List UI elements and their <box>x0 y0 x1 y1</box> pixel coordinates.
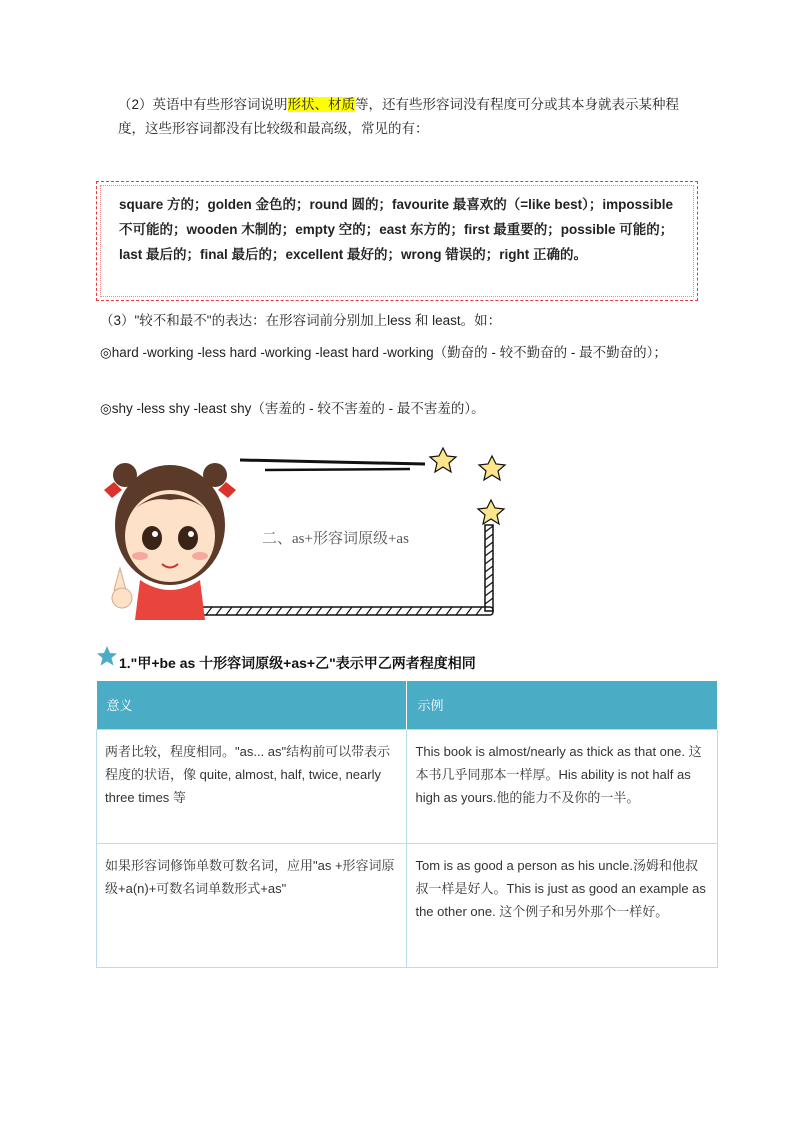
heading-text: 1."甲+be as 十形容词原级+as+乙"表示甲乙两者程度相同 <box>119 655 476 671</box>
table-cell: This book is almost/nearly as thick as that one. 这本书几乎同那本一样厚。His ability is not half as high as yours.他的能力不及你的一半。 <box>407 729 718 843</box>
paragraph-2 <box>118 93 703 141</box>
star-icon <box>96 645 118 667</box>
vocab-list: square 方的；golden 金色的；round 圆的；favourite 最喜欢的（=like best）；impossible 不可能的；wooden 木制的；empty 空的；east 东方的；first 最重要的；possible 可能的；last 最后的；final 最后的；excellent 最好的；wrong 错误的；right 正确的。 <box>119 197 674 262</box>
section-title: 二、as+形容词原级+as <box>262 531 409 547</box>
example-shy: ◎shy -less shy -least shy（害羞的 - 较不害羞的 - 最不害羞的）。 <box>100 401 485 416</box>
p2-highlight: 形状、材质 <box>287 97 356 112</box>
p2-before: （2）英语中有些形容词说明 <box>118 97 288 112</box>
table-header-example: 示例 <box>407 681 718 729</box>
table-cell: Tom is as good a person as his uncle.汤姆和他叔叔一样是好人。This is just as good an example as the other one. 这个例子和另外那个一样好。 <box>407 843 718 967</box>
girl-character <box>104 463 236 620</box>
table-cell: 两者比较，程度相同。"as... as"结构前可以带表示程度的状语，像 quite, almost, half, twice, nearly three times 等 <box>97 729 407 843</box>
grammar-table <box>96 681 718 968</box>
p2-after: 等，还有些形容词没有程度可分或其本身就表示某种程度，这些形容词都没有比较级和最高级，常见的有： <box>118 97 680 136</box>
table-cell: 如果形容词修饰单数可数名词，应用"as +形容词原级+a(n)+可数名词单数形式+as" <box>97 843 407 967</box>
paragraph-3: （3）"较不和最不"的表达：在形容词前分别加上less 和 least。如： <box>100 313 502 328</box>
table-row <box>97 843 718 967</box>
table-header-meaning: 意义 <box>97 681 407 729</box>
example-hardworking: ◎hard -working -less hard -working -least hard -working（勤奋的 - 较不勤奋的 - 最不勤奋的）； <box>100 345 667 360</box>
star-icon <box>430 448 505 524</box>
table-row <box>97 729 718 843</box>
vocab-box <box>96 181 698 301</box>
